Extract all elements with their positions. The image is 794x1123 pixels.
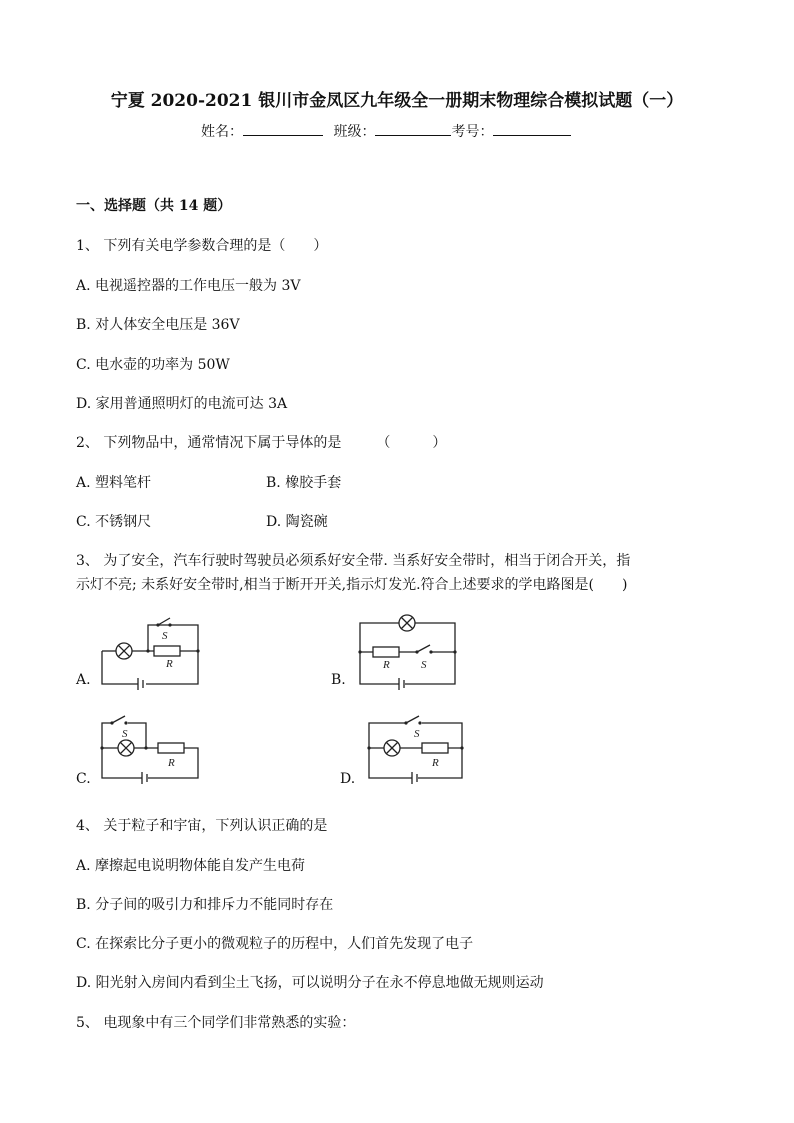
circuit-a-resistor-label: R bbox=[166, 658, 173, 670]
name-blank[interactable] bbox=[243, 121, 323, 136]
question-3-option-a[interactable]: A. bbox=[76, 672, 91, 688]
question-3-option-d[interactable]: D. bbox=[340, 771, 356, 787]
circuit-d-resistor-label: R bbox=[432, 757, 439, 769]
circuit-b-resistor-label: R bbox=[383, 659, 390, 671]
question-3-stem-line2: 示灯不亮; 未系好安全带时,相当于断开开关,指示灯发光.符合上述要求的学电路图是( ) bbox=[76, 577, 628, 593]
circuit-c-resistor-label: R bbox=[168, 757, 175, 769]
circuit-d-switch-label: S bbox=[414, 728, 420, 740]
exam-no-blank[interactable] bbox=[493, 121, 571, 136]
section-heading: 一、选择题（共 14 题） bbox=[76, 198, 232, 214]
name-label: 姓名： bbox=[201, 124, 243, 140]
question-1-option-a[interactable]: A. 电视遥控器的工作电压一般为 3V bbox=[76, 278, 301, 294]
page-title: 宁夏 2020-2021 银川市金凤区九年级全一册期末物理综合模拟试题（一） bbox=[110, 91, 684, 111]
question-1-option-c[interactable]: C. 电水壶的功率为 50W bbox=[76, 357, 230, 373]
circuit-diagram-b bbox=[357, 612, 462, 692]
class-blank[interactable] bbox=[375, 121, 451, 136]
question-5-stem: 5、 电现象中有三个同学们非常熟悉的实验： bbox=[76, 1015, 356, 1031]
question-2-option-b[interactable]: B. 橡胶手套 bbox=[266, 475, 342, 491]
circuit-a-switch-label: S bbox=[162, 630, 168, 642]
question-3-option-c[interactable]: C. bbox=[76, 771, 91, 787]
circuit-c-switch-label: S bbox=[122, 728, 128, 740]
question-4-option-d[interactable]: D. 阳光射入房间内看到尘土飞扬，可以说明分子在永不停息地做无规则运动 bbox=[76, 975, 544, 991]
question-4-option-a[interactable]: A. 摩擦起电说明物体能自发产生电荷 bbox=[76, 858, 306, 874]
question-2-stem: 2、 下列物品中，通常情况下属于导体的是 （ ） bbox=[76, 435, 447, 451]
question-3-option-b[interactable]: B. bbox=[331, 672, 346, 688]
question-1-option-d[interactable]: D. 家用普通照明灯的电流可达 3A bbox=[76, 396, 288, 412]
question-4-option-b[interactable]: B. 分子间的吸引力和排斥力不能同时存在 bbox=[76, 897, 334, 913]
question-1-option-b[interactable]: B. 对人体安全电压是 36V bbox=[76, 317, 240, 333]
exam-no-label: 考号： bbox=[451, 124, 494, 140]
circuit-diagram-a bbox=[98, 615, 208, 690]
question-1-stem: 1、 下列有关电学参数合理的是（ ） bbox=[76, 238, 328, 254]
question-2-option-a[interactable]: A. 塑料笔杆 bbox=[76, 475, 152, 491]
class-label: 班级： bbox=[333, 124, 376, 140]
question-3-stem-line1: 3、 为了安全，汽车行驶时驾驶员必须系好安全带. 当系好安全带时，相当于闭合开关，指 bbox=[76, 553, 631, 569]
student-info-line bbox=[201, 121, 571, 141]
circuit-diagram-c bbox=[98, 712, 208, 787]
circuit-diagram-d bbox=[366, 712, 468, 787]
circuit-b-switch-label: S bbox=[421, 659, 427, 671]
question-4-stem: 4、 关于粒子和宇宙，下列认识正确的是 bbox=[76, 818, 328, 834]
question-2-option-d[interactable]: D. 陶瓷碗 bbox=[266, 514, 328, 530]
question-4-option-c[interactable]: C. 在探索比分子更小的微观粒子的历程中，人们首先发现了电子 bbox=[76, 936, 474, 952]
question-2-option-c[interactable]: C. 不锈钢尺 bbox=[76, 514, 152, 530]
